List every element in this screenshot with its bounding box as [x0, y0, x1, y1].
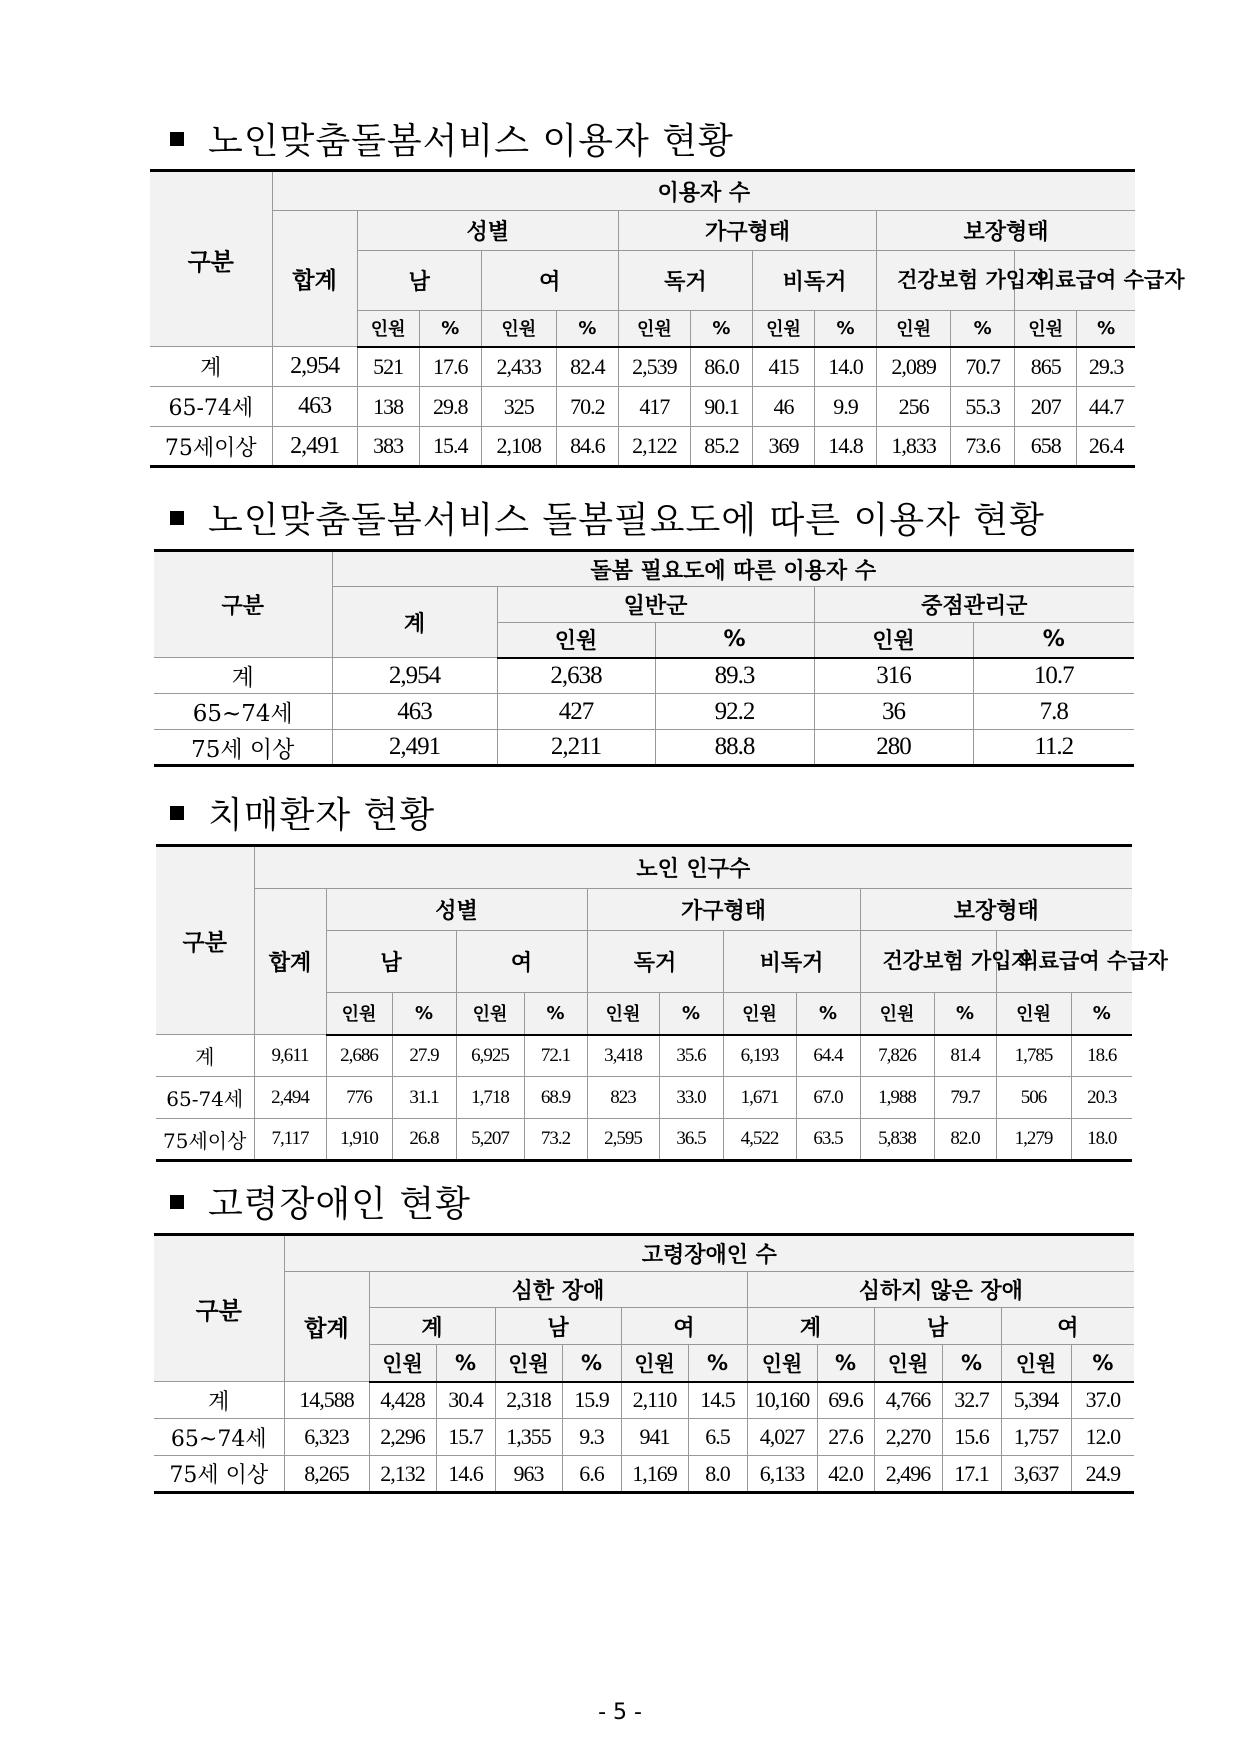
data-cell: 27.9 [392, 1035, 456, 1077]
data-cell: 86.0 [690, 347, 752, 387]
header-severe-total: 계 [369, 1308, 495, 1345]
data-cell: 4,027 [747, 1419, 817, 1456]
table-dementia-patients [156, 844, 1168, 1162]
header-total: 합계 [254, 889, 326, 1035]
section-title-1 [170, 113, 734, 164]
table-care-need-users [154, 549, 1134, 767]
row-label: 65-74세 [150, 387, 272, 427]
data-cell: 27.6 [817, 1419, 874, 1456]
data-cell: 63.5 [796, 1119, 860, 1161]
header-total: 합계 [284, 1272, 369, 1382]
table-row [154, 1382, 1134, 1419]
data-cell: 2,089 [877, 347, 951, 387]
data-cell: 15.7 [436, 1419, 495, 1456]
data-cell: 18.6 [1071, 1035, 1132, 1077]
data-cell: 6.6 [562, 1456, 621, 1493]
header-percent: % [688, 1345, 747, 1382]
header-count: 인원 [357, 311, 419, 347]
data-cell: 2,296 [369, 1419, 436, 1456]
row-label: 65~74세 [154, 694, 332, 730]
total-cell: 2,954 [272, 347, 357, 387]
data-cell: 2,686 [326, 1035, 392, 1077]
table-row [154, 1419, 1134, 1456]
header-mild-male: 남 [874, 1308, 1001, 1345]
data-cell: 90.1 [690, 387, 752, 427]
header-percent: % [973, 623, 1134, 658]
header-group-sex: 성별 [326, 889, 587, 931]
data-cell: 5,838 [860, 1119, 934, 1161]
header-percent: % [690, 311, 752, 347]
data-cell: 15.4 [419, 427, 481, 467]
data-cell: 81.4 [934, 1035, 996, 1077]
header-group-mild: 심하지 않은 장애 [747, 1272, 1134, 1308]
header-group-insurance: 보장형태 [860, 889, 1132, 931]
header-count: 인원 [495, 1345, 562, 1382]
total-cell: 2,491 [332, 730, 497, 766]
header-count: 인원 [587, 993, 659, 1035]
row-label: 65~74세 [154, 1419, 284, 1456]
data-cell: 55.3 [951, 387, 1015, 427]
data-cell: 369 [752, 427, 814, 467]
data-cell: 6,193 [723, 1035, 796, 1077]
table-row [154, 730, 1134, 766]
header-not-alone: 비독거 [752, 251, 876, 311]
data-cell: 70.2 [556, 387, 618, 427]
data-cell: 316 [814, 658, 973, 694]
data-cell: 82.0 [934, 1119, 996, 1161]
data-cell: 7,826 [860, 1035, 934, 1077]
data-cell: 67.0 [796, 1077, 860, 1119]
header-group-general: 일반군 [497, 587, 814, 623]
data-cell: 30.4 [436, 1382, 495, 1419]
header-percent: % [1071, 993, 1132, 1035]
header-mild-total: 계 [747, 1308, 874, 1345]
data-cell: 85.2 [690, 427, 752, 467]
data-cell: 82.4 [556, 347, 618, 387]
header-total: 계 [332, 587, 497, 658]
total-cell: 7,117 [254, 1119, 326, 1161]
square-bullet-icon [170, 511, 184, 525]
header-group-severe: 심한 장애 [369, 1272, 747, 1308]
header-count: 인원 [877, 311, 951, 347]
data-cell: 207 [1015, 387, 1077, 427]
square-bullet-icon [170, 1195, 184, 1209]
data-cell: 35.6 [659, 1035, 723, 1077]
data-cell: 31.1 [392, 1077, 456, 1119]
data-cell: 658 [1015, 427, 1077, 467]
data-cell: 36.5 [659, 1119, 723, 1161]
table-row [154, 694, 1134, 730]
data-cell: 776 [326, 1077, 392, 1119]
section-title-text: 고령장애인 현황 [208, 1184, 471, 1225]
data-cell: 4,428 [369, 1382, 436, 1419]
data-cell: 2,595 [587, 1119, 659, 1161]
header-count: 인원 [752, 311, 814, 347]
data-cell: 69.6 [817, 1382, 874, 1419]
data-cell: 2,122 [618, 427, 690, 467]
header-medical-aid: 의료급여 수급자 [1015, 251, 1135, 311]
total-cell: 2,494 [254, 1077, 326, 1119]
data-cell: 15.9 [562, 1382, 621, 1419]
data-cell: 70.7 [951, 347, 1015, 387]
section-title-text: 노인맞춤돌봄서비스 이용자 현황 [208, 121, 734, 162]
data-cell: 42.0 [817, 1456, 874, 1493]
header-percent: % [556, 311, 618, 347]
data-cell: 2,211 [497, 730, 655, 766]
data-cell: 14.6 [436, 1456, 495, 1493]
data-cell: 2,496 [874, 1456, 942, 1493]
data-cell: 17.1 [942, 1456, 1001, 1493]
page-number: - 5 - [598, 1700, 642, 1725]
data-cell: 8.0 [688, 1456, 747, 1493]
data-cell: 1,718 [456, 1077, 524, 1119]
header-group-insurance: 보장형태 [877, 211, 1135, 251]
data-cell: 29.3 [1077, 347, 1135, 387]
data-cell: 506 [996, 1077, 1071, 1119]
data-cell: 2,132 [369, 1456, 436, 1493]
data-cell: 941 [621, 1419, 688, 1456]
header-gubun: 구분 [154, 1235, 284, 1382]
row-label: 계 [154, 658, 332, 694]
data-cell: 12.0 [1071, 1419, 1134, 1456]
header-top: 이용자 수 [272, 171, 1135, 211]
row-label: 75세 이상 [154, 1456, 284, 1493]
data-cell: 26.8 [392, 1119, 456, 1161]
header-percent: % [942, 1345, 1001, 1382]
data-cell: 10,160 [747, 1382, 817, 1419]
data-cell: 1,757 [1001, 1419, 1071, 1456]
header-male: 남 [326, 931, 456, 993]
data-cell: 68.9 [524, 1077, 587, 1119]
data-cell: 2,108 [481, 427, 556, 467]
header-group-intensive: 중점관리군 [814, 587, 1134, 623]
data-cell: 9.3 [562, 1419, 621, 1456]
data-cell: 6,925 [456, 1035, 524, 1077]
data-cell: 15.6 [942, 1419, 1001, 1456]
header-count: 인원 [814, 623, 973, 658]
data-cell: 18.0 [1071, 1119, 1132, 1161]
data-cell: 383 [357, 427, 419, 467]
header-percent: % [934, 993, 996, 1035]
table-row [150, 427, 1135, 467]
data-cell: 7.8 [973, 694, 1134, 730]
row-label: 75세이상 [156, 1119, 254, 1161]
data-cell: 20.3 [1071, 1077, 1132, 1119]
data-cell: 14.5 [688, 1382, 747, 1419]
total-cell: 6,323 [284, 1419, 369, 1456]
header-group-household: 가구형태 [618, 211, 876, 251]
data-cell: 5,394 [1001, 1382, 1071, 1419]
header-count: 인원 [747, 1345, 817, 1382]
header-percent: % [419, 311, 481, 347]
total-cell: 2,954 [332, 658, 497, 694]
data-cell: 17.6 [419, 347, 481, 387]
square-bullet-icon [170, 132, 184, 146]
data-cell: 2,433 [481, 347, 556, 387]
header-health-insured: 건강보험 가입자 [877, 251, 1015, 311]
header-count: 인원 [326, 993, 392, 1035]
table-elderly-disabled [154, 1233, 1134, 1494]
table-row [154, 1456, 1134, 1493]
header-count: 인원 [1015, 311, 1077, 347]
data-cell: 88.8 [655, 730, 814, 766]
table-service-users [150, 169, 1185, 468]
total-cell: 2,491 [272, 427, 357, 467]
header-medical-aid: 의료급여 수급자 [996, 931, 1132, 993]
header-count: 인원 [369, 1345, 436, 1382]
data-cell: 37.0 [1071, 1382, 1134, 1419]
data-cell: 5,207 [456, 1119, 524, 1161]
data-cell: 256 [877, 387, 951, 427]
header-percent: % [655, 623, 814, 658]
data-cell: 1,671 [723, 1077, 796, 1119]
data-cell: 521 [357, 347, 419, 387]
table-row [154, 658, 1134, 694]
header-percent: % [1077, 311, 1135, 347]
total-cell: 8,265 [284, 1456, 369, 1493]
data-cell: 10.7 [973, 658, 1134, 694]
data-cell: 14.0 [815, 347, 877, 387]
data-cell: 84.6 [556, 427, 618, 467]
data-cell: 427 [497, 694, 655, 730]
header-count: 인원 [1001, 1345, 1071, 1382]
header-count: 인원 [481, 311, 556, 347]
data-cell: 92.2 [655, 694, 814, 730]
data-cell: 865 [1015, 347, 1077, 387]
header-count: 인원 [874, 1345, 942, 1382]
section-title-text: 치매환자 현황 [208, 795, 436, 836]
header-top: 노인 인구수 [254, 846, 1132, 889]
data-cell: 89.3 [655, 658, 814, 694]
data-cell: 79.7 [934, 1077, 996, 1119]
data-cell: 44.7 [1077, 387, 1135, 427]
header-count: 인원 [618, 311, 690, 347]
header-group-sex: 성별 [357, 211, 618, 251]
data-cell: 64.4 [796, 1035, 860, 1077]
section-title-2 [170, 492, 1045, 543]
row-label: 계 [150, 347, 272, 387]
header-gubun: 구분 [150, 171, 272, 347]
row-label: 65-74세 [156, 1077, 254, 1119]
data-cell: 2,539 [618, 347, 690, 387]
data-cell: 4,522 [723, 1119, 796, 1161]
header-mild-female: 여 [1001, 1308, 1134, 1345]
header-severe-male: 남 [495, 1308, 621, 1345]
header-health-insured: 건강보험 가입자 [860, 931, 996, 993]
data-cell: 2,270 [874, 1419, 942, 1456]
data-cell: 24.9 [1071, 1456, 1134, 1493]
header-top: 돌봄 필요도에 따른 이용자 수 [332, 551, 1134, 587]
row-label: 계 [156, 1035, 254, 1077]
data-cell: 29.8 [419, 387, 481, 427]
header-percent: % [817, 1345, 874, 1382]
data-cell: 73.2 [524, 1119, 587, 1161]
table-row [150, 387, 1135, 427]
data-cell: 2,638 [497, 658, 655, 694]
data-cell: 4,766 [874, 1382, 942, 1419]
header-count: 인원 [996, 993, 1071, 1035]
header-severe-female: 여 [621, 1308, 747, 1345]
header-total: 합계 [272, 211, 357, 347]
data-cell: 1,785 [996, 1035, 1071, 1077]
header-percent: % [562, 1345, 621, 1382]
header-percent: % [436, 1345, 495, 1382]
square-bullet-icon [170, 806, 184, 820]
data-cell: 1,910 [326, 1119, 392, 1161]
row-label: 75세 이상 [154, 730, 332, 766]
header-top: 고령장애인 수 [284, 1235, 1134, 1272]
data-cell: 6,133 [747, 1456, 817, 1493]
data-cell: 2,318 [495, 1382, 562, 1419]
data-cell: 11.2 [973, 730, 1134, 766]
section-title-4 [170, 1176, 471, 1227]
header-female: 여 [481, 251, 618, 311]
data-cell: 280 [814, 730, 973, 766]
header-alone: 독거 [587, 931, 723, 993]
data-cell: 1,833 [877, 427, 951, 467]
header-count: 인원 [621, 1345, 688, 1382]
header-percent: % [815, 311, 877, 347]
header-percent: % [524, 993, 587, 1035]
header-alone: 독거 [618, 251, 752, 311]
data-cell: 417 [618, 387, 690, 427]
data-cell: 33.0 [659, 1077, 723, 1119]
total-cell: 463 [332, 694, 497, 730]
data-cell: 1,355 [495, 1419, 562, 1456]
data-cell: 415 [752, 347, 814, 387]
header-percent: % [392, 993, 456, 1035]
header-group-household: 가구형태 [587, 889, 860, 931]
header-count: 인원 [456, 993, 524, 1035]
data-cell: 32.7 [942, 1382, 1001, 1419]
header-count: 인원 [497, 623, 655, 658]
data-cell: 325 [481, 387, 556, 427]
data-cell: 14.8 [815, 427, 877, 467]
header-gubun: 구분 [156, 846, 254, 1035]
table-row [156, 1035, 1132, 1077]
data-cell: 3,637 [1001, 1456, 1071, 1493]
header-percent: % [1071, 1345, 1134, 1382]
data-cell: 823 [587, 1077, 659, 1119]
data-cell: 73.6 [951, 427, 1015, 467]
data-cell: 1,988 [860, 1077, 934, 1119]
section-title-text: 노인맞춤돌봄서비스 돌봄필요도에 따른 이용자 현황 [208, 500, 1045, 541]
header-percent: % [951, 311, 1015, 347]
table-row [156, 1077, 1132, 1119]
row-label: 계 [154, 1382, 284, 1419]
data-cell: 72.1 [524, 1035, 587, 1077]
header-count: 인원 [723, 993, 796, 1035]
data-cell: 26.4 [1077, 427, 1135, 467]
data-cell: 1,169 [621, 1456, 688, 1493]
table-row [150, 347, 1135, 387]
data-cell: 138 [357, 387, 419, 427]
total-cell: 9,611 [254, 1035, 326, 1077]
data-cell: 36 [814, 694, 973, 730]
data-cell: 46 [752, 387, 814, 427]
header-count: 인원 [860, 993, 934, 1035]
header-percent: % [659, 993, 723, 1035]
header-not-alone: 비독거 [723, 931, 860, 993]
data-cell: 9.9 [815, 387, 877, 427]
header-male: 남 [357, 251, 481, 311]
total-cell: 14,588 [284, 1382, 369, 1419]
header-gubun: 구분 [154, 551, 332, 658]
section-title-3 [170, 787, 435, 838]
data-cell: 1,279 [996, 1119, 1071, 1161]
data-cell: 2,110 [621, 1382, 688, 1419]
data-cell: 963 [495, 1456, 562, 1493]
table-row [156, 1119, 1132, 1161]
data-cell: 6.5 [688, 1419, 747, 1456]
row-label: 75세이상 [150, 427, 272, 467]
header-percent: % [796, 993, 860, 1035]
data-cell: 3,418 [587, 1035, 659, 1077]
header-female: 여 [456, 931, 587, 993]
total-cell: 463 [272, 387, 357, 427]
